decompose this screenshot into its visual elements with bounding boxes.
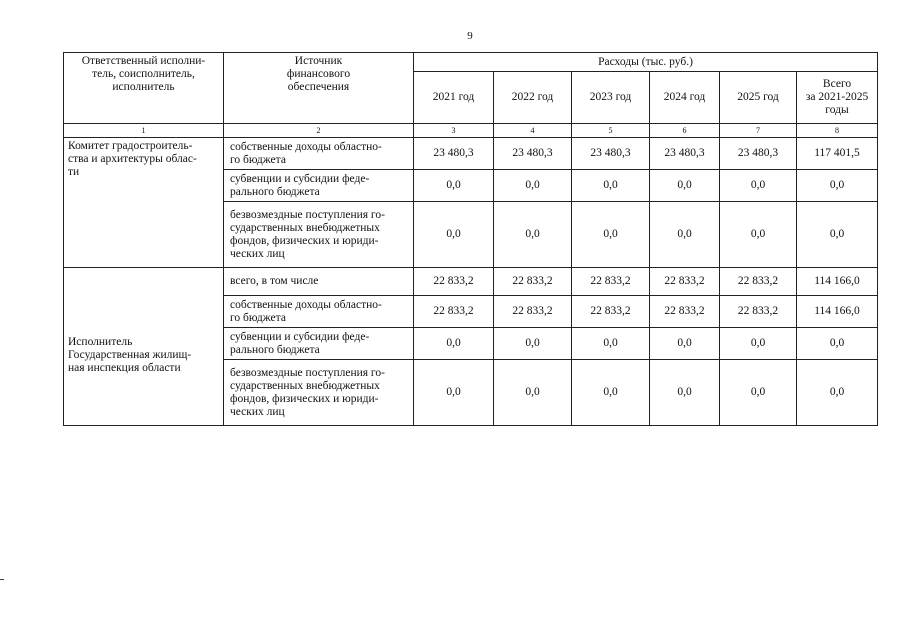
value-cell: 0,0 bbox=[572, 360, 650, 426]
source-cell: безвозмездные поступления го- сударственных внебюджетных фондов, физических и юриди- ческих лиц bbox=[224, 360, 414, 426]
header-year-2025: 2025 год bbox=[720, 72, 797, 124]
value-cell: 0,0 bbox=[494, 202, 572, 268]
column-index: 2 bbox=[224, 124, 414, 138]
table-row bbox=[64, 138, 878, 170]
total-cell: 0,0 bbox=[797, 202, 878, 268]
value-cell: 22 833,2 bbox=[572, 268, 650, 296]
header-total: Всего за 2021-2025 годы bbox=[797, 72, 878, 124]
value-cell: 0,0 bbox=[650, 202, 720, 268]
value-cell: 23 480,3 bbox=[572, 138, 650, 170]
value-cell: 0,0 bbox=[720, 170, 797, 202]
value-cell: 0,0 bbox=[414, 170, 494, 202]
value-cell: 22 833,2 bbox=[494, 268, 572, 296]
header-year-2023: 2023 год bbox=[572, 72, 650, 124]
budget-table bbox=[63, 52, 878, 426]
value-cell: 0,0 bbox=[650, 328, 720, 360]
value-cell: 0,0 bbox=[572, 328, 650, 360]
total-cell: 114 166,0 bbox=[797, 296, 878, 328]
value-cell: 0,0 bbox=[414, 360, 494, 426]
value-cell: 23 480,3 bbox=[720, 138, 797, 170]
total-cell: 0,0 bbox=[797, 328, 878, 360]
value-cell: 0,0 bbox=[494, 170, 572, 202]
value-cell: 0,0 bbox=[414, 328, 494, 360]
value-cell: 0,0 bbox=[650, 360, 720, 426]
margin-mark bbox=[0, 579, 4, 580]
header-source: Источник финансового обеспечения bbox=[224, 53, 414, 124]
value-cell: 22 833,2 bbox=[650, 268, 720, 296]
value-cell: 23 480,3 bbox=[494, 138, 572, 170]
value-cell: 23 480,3 bbox=[414, 138, 494, 170]
value-cell: 0,0 bbox=[494, 360, 572, 426]
header-expenses: Расходы (тыс. руб.) bbox=[414, 53, 878, 72]
source-cell: всего, в том числе bbox=[224, 268, 414, 296]
value-cell: 22 833,2 bbox=[494, 296, 572, 328]
source-cell: субвенции и субсидии феде- рального бюджета bbox=[224, 170, 414, 202]
value-cell: 22 833,2 bbox=[572, 296, 650, 328]
table-row bbox=[64, 268, 878, 296]
total-cell: 0,0 bbox=[797, 360, 878, 426]
value-cell: 0,0 bbox=[720, 360, 797, 426]
column-index: 1 bbox=[64, 124, 224, 138]
column-index: 5 bbox=[572, 124, 650, 138]
column-index: 3 bbox=[414, 124, 494, 138]
column-index: 7 bbox=[720, 124, 797, 138]
source-cell: субвенции и субсидии феде- рального бюджета bbox=[224, 328, 414, 360]
value-cell: 22 833,2 bbox=[414, 268, 494, 296]
value-cell: 0,0 bbox=[720, 328, 797, 360]
source-cell: безвозмездные поступления го- сударственных внебюджетных фондов, физических и юриди- ческих лиц bbox=[224, 202, 414, 268]
value-cell: 0,0 bbox=[650, 170, 720, 202]
header-year-2021: 2021 год bbox=[414, 72, 494, 124]
header-year-2022: 2022 год bbox=[494, 72, 572, 124]
executor-cell: Комитет градостроитель- ства и архитектуры облас- ти bbox=[64, 138, 224, 268]
value-cell: 22 833,2 bbox=[720, 268, 797, 296]
total-cell: 117 401,5 bbox=[797, 138, 878, 170]
value-cell: 22 833,2 bbox=[650, 296, 720, 328]
source-cell: собственные доходы областно- го бюджета bbox=[224, 138, 414, 170]
total-cell: 114 166,0 bbox=[797, 268, 878, 296]
column-index: 4 bbox=[494, 124, 572, 138]
total-cell: 0,0 bbox=[797, 170, 878, 202]
header-year-2024: 2024 год bbox=[650, 72, 720, 124]
executor-cell: Исполнитель Государственная жилищ- ная инспекция области bbox=[64, 268, 224, 426]
value-cell: 0,0 bbox=[720, 202, 797, 268]
column-index: 8 bbox=[797, 124, 878, 138]
value-cell: 0,0 bbox=[572, 170, 650, 202]
column-index: 6 bbox=[650, 124, 720, 138]
header-executor: Ответственный исполни- тель, соисполнитель, исполнитель bbox=[64, 53, 224, 124]
value-cell: 0,0 bbox=[494, 328, 572, 360]
page-number: 9 bbox=[467, 30, 473, 42]
value-cell: 22 833,2 bbox=[720, 296, 797, 328]
value-cell: 0,0 bbox=[572, 202, 650, 268]
source-cell: собственные доходы областно- го бюджета bbox=[224, 296, 414, 328]
value-cell: 23 480,3 bbox=[650, 138, 720, 170]
column-index-row bbox=[64, 124, 878, 138]
value-cell: 0,0 bbox=[414, 202, 494, 268]
value-cell: 22 833,2 bbox=[414, 296, 494, 328]
